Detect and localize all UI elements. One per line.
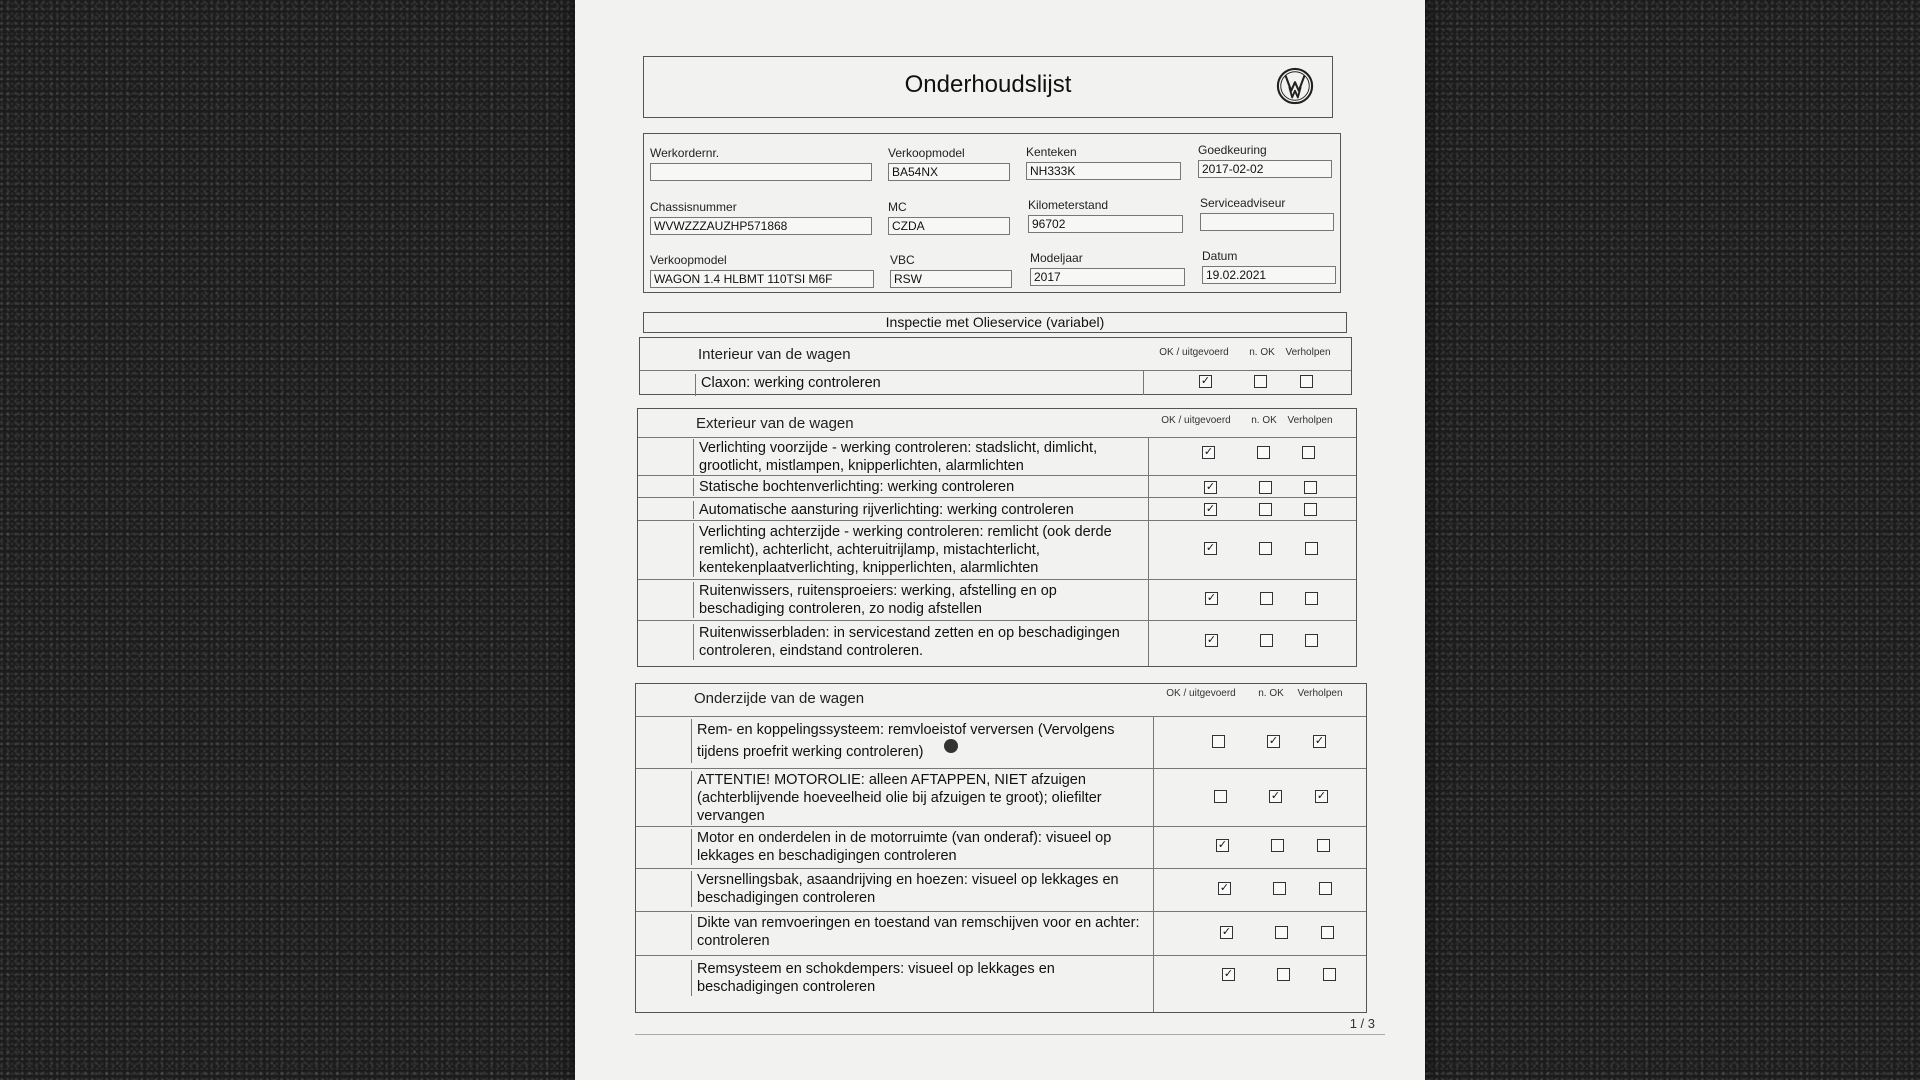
column-divider <box>1153 717 1154 769</box>
field-value: WAGON 1.4 HLBMT 110TSI M6F <box>650 270 874 288</box>
field-verkoopmodel <box>650 253 874 288</box>
checkbox-verholpen[interactable]: ✓ <box>1314 735 1325 747</box>
vehicle-info-box <box>643 133 1341 293</box>
checkbox-ok[interactable]: ✓ <box>1221 926 1232 938</box>
table-row <box>640 370 1351 395</box>
table-row <box>638 579 1356 621</box>
row-text: Verlichting voorzijde - werking controleren: stadslicht, dimlicht, grootlicht, mistlampen, knipperlichten, alarmlichten <box>693 439 1145 475</box>
section-header <box>636 684 1366 717</box>
row-text: Motor en onderdelen in de motorruimte (van onderaf): visueel op lekkages en beschadigingen controleren <box>691 829 1153 865</box>
table-row <box>636 826 1366 869</box>
checkbox-nok[interactable] <box>1254 375 1267 388</box>
row-text: Remsysteem en schokdempers: visueel op lekkages en beschadigingen controleren <box>691 960 1153 996</box>
column-divider <box>1153 869 1154 912</box>
field-value <box>1200 213 1334 231</box>
column-verholpen: Verholpen <box>1297 688 1343 699</box>
field-label: Chassisnummer <box>650 200 737 214</box>
field-werkordernr <box>650 146 872 181</box>
table-row <box>636 868 1366 912</box>
checkbox-ok[interactable] <box>1212 735 1225 748</box>
column-ok: OK / uitgevoerd <box>1159 347 1229 358</box>
field-value: NH333K <box>1026 162 1181 180</box>
row-text: Verlichting achterzijde - werking controleren: remlicht (ook derde remlicht), achterlicht, achteruitrijlamp, mistachterlicht, kentekenplaatverlichting, knipperlichten, alarmlichten <box>693 523 1145 577</box>
checkbox-nok[interactable] <box>1259 542 1272 555</box>
field-value: WVWZZZAUZHP571868 <box>650 217 872 235</box>
column-ok: OK / uitgevoerd <box>1161 415 1231 426</box>
checkbox-nok[interactable] <box>1260 634 1273 647</box>
page-number: 1 / 3 <box>1349 1016 1375 1031</box>
table-row <box>636 955 1366 1012</box>
field-label: Verkoopmodel <box>650 253 727 267</box>
field-verkoopmodel-code <box>888 146 1010 181</box>
column-divider <box>1148 580 1149 621</box>
column-verholpen: Verholpen <box>1285 347 1331 358</box>
checkbox-verholpen[interactable] <box>1305 592 1318 605</box>
section-title: Exterieur van de wagen <box>696 415 854 432</box>
row-text: Rem- en koppelingssysteem: remvloeistof verversen (Vervolgens tijdens proefrit werking controleren) <box>691 719 1153 763</box>
checkbox-verholpen[interactable] <box>1323 968 1336 981</box>
table-row <box>638 475 1356 498</box>
section-title: Interieur van de wagen <box>698 346 851 363</box>
field-goedkeuring <box>1198 143 1332 178</box>
row-text: Claxon: werking controleren <box>695 374 1135 396</box>
checkbox-ok[interactable] <box>1214 790 1227 803</box>
field-kilometerstand <box>1028 198 1183 233</box>
checkbox-verholpen[interactable]: ✓ <box>1316 790 1327 802</box>
field-value: 96702 <box>1028 215 1183 233</box>
column-divider <box>1153 912 1154 956</box>
section-header <box>638 409 1356 438</box>
checkbox-ok[interactable]: ✓ <box>1223 968 1234 980</box>
field-label: Kenteken <box>1026 145 1077 159</box>
row-text: Ruitenwisserbladen: in servicestand zetten en op beschadigingen controleren, eindstand controleren. <box>693 624 1145 660</box>
column-divider <box>1143 371 1144 395</box>
field-serviceadviseur <box>1200 196 1334 231</box>
section-interieur <box>639 337 1352 395</box>
row-text: ATTENTIE! MOTOROLIE: alleen AFTAPPEN, NIET afzuigen (achterblijvende hoeveelheid olie bij afzuigen te groot); oliefilter vervangen <box>691 771 1153 825</box>
column-divider <box>1148 438 1149 476</box>
section-onderzijde <box>635 683 1367 1013</box>
table-row <box>638 497 1356 521</box>
checkbox-nok[interactable] <box>1277 968 1290 981</box>
checkbox-ok[interactable]: ✓ <box>1219 882 1230 894</box>
checkbox-ok[interactable]: ✓ <box>1205 503 1216 515</box>
title-box <box>643 56 1333 118</box>
section-exterieur <box>637 408 1357 667</box>
field-label: VBC <box>890 253 915 267</box>
checkbox-verholpen[interactable] <box>1317 839 1330 852</box>
checkbox-nok[interactable]: ✓ <box>1270 790 1281 802</box>
field-mc <box>888 200 1010 235</box>
table-row <box>636 716 1366 769</box>
row-text: Versnellingsbak, asaandrijving en hoezen: visueel op lekkages en beschadigingen controleren <box>691 871 1153 907</box>
table-row <box>638 437 1356 476</box>
field-datum <box>1202 249 1336 284</box>
field-value: BA54NX <box>888 163 1010 181</box>
checkbox-ok[interactable]: ✓ <box>1206 634 1217 646</box>
field-vbc <box>890 253 1012 288</box>
checkbox-nok[interactable] <box>1275 926 1288 939</box>
footer-divider <box>635 1034 1385 1035</box>
field-modeljaar <box>1030 251 1185 286</box>
checkbox-ok[interactable]: ✓ <box>1203 446 1214 458</box>
field-chassisnummer <box>650 200 872 235</box>
page-title: Onderhoudslijst <box>904 71 1072 98</box>
checkbox-ok[interactable]: ✓ <box>1205 542 1216 554</box>
vw-logo-icon <box>1276 67 1314 105</box>
field-label: Modeljaar <box>1030 251 1083 265</box>
field-kenteken <box>1026 145 1181 180</box>
checkbox-nok[interactable] <box>1259 481 1272 494</box>
row-text: Statische bochtenverlichting: werking controleren <box>693 478 1145 496</box>
table-row <box>638 520 1356 580</box>
checkbox-verholpen[interactable] <box>1321 926 1334 939</box>
checkbox-verholpen[interactable] <box>1300 375 1313 388</box>
field-label: Verkoopmodel <box>888 146 965 160</box>
field-label: Serviceadviseur <box>1200 196 1286 210</box>
column-divider <box>1148 498 1149 521</box>
field-value: 2017-02-02 <box>1198 160 1332 178</box>
column-divider <box>1153 769 1154 827</box>
checkbox-verholpen[interactable] <box>1305 542 1318 555</box>
checkbox-ok[interactable]: ✓ <box>1205 481 1216 493</box>
column-divider <box>1153 956 1154 1012</box>
row-text: Automatische aansturing rijverlichting: werking controleren <box>693 501 1145 519</box>
checkbox-nok[interactable] <box>1271 839 1284 852</box>
table-row <box>636 768 1366 827</box>
table-row <box>638 620 1356 666</box>
field-label: Goedkeuring <box>1198 143 1267 157</box>
section-header <box>640 338 1351 371</box>
field-label: Kilometerstand <box>1028 198 1109 212</box>
checkbox-ok[interactable]: ✓ <box>1200 375 1211 387</box>
field-value: RSW <box>890 270 1012 288</box>
field-value <box>650 163 872 181</box>
checkbox-nok[interactable]: ✓ <box>1268 735 1279 747</box>
row-text: Ruitenwissers, ruitensproeiers: werking, afstelling en op beschadiging controleren, zo nodig afstellen <box>693 582 1145 618</box>
field-label: Werkordernr. <box>650 146 720 160</box>
field-value: 2017 <box>1030 268 1185 286</box>
field-value: 19.02.2021 <box>1202 266 1336 284</box>
checkbox-nok[interactable] <box>1273 882 1286 895</box>
checkbox-nok[interactable] <box>1260 592 1273 605</box>
column-divider <box>1153 827 1154 869</box>
field-label: MC <box>888 200 907 214</box>
inspection-header <box>643 312 1347 333</box>
maintenance-sheet <box>575 0 1425 1080</box>
column-nok: n. OK <box>1251 415 1277 426</box>
checkbox-verholpen[interactable] <box>1304 481 1317 494</box>
checkbox-nok[interactable] <box>1259 503 1272 516</box>
checkbox-verholpen[interactable] <box>1304 503 1317 516</box>
checkbox-verholpen[interactable] <box>1319 882 1332 895</box>
column-nok: n. OK <box>1249 347 1275 358</box>
section-title: Onderzijde van de wagen <box>694 690 865 707</box>
checkbox-nok[interactable] <box>1257 446 1270 459</box>
field-label: Datum <box>1202 249 1238 263</box>
table-row <box>636 911 1366 956</box>
checkbox-ok[interactable]: ✓ <box>1206 592 1217 604</box>
column-divider <box>1148 476 1149 498</box>
column-nok: n. OK <box>1258 688 1284 699</box>
column-divider <box>1148 621 1149 666</box>
column-divider <box>1148 521 1149 580</box>
column-verholpen: Verholpen <box>1287 415 1333 426</box>
row-text: Dikte van remvoeringen en toestand van remschijven voor en achter: controleren <box>691 914 1171 950</box>
column-ok: OK / uitgevoerd <box>1166 688 1236 699</box>
checkbox-ok[interactable]: ✓ <box>1217 839 1228 851</box>
field-value: CZDA <box>888 217 1010 235</box>
punch-hole <box>944 739 958 753</box>
checkbox-verholpen[interactable] <box>1302 446 1315 459</box>
checkbox-verholpen[interactable] <box>1305 634 1318 647</box>
inspection-title: Inspectie met Olieservice (variabel) <box>885 314 1105 330</box>
